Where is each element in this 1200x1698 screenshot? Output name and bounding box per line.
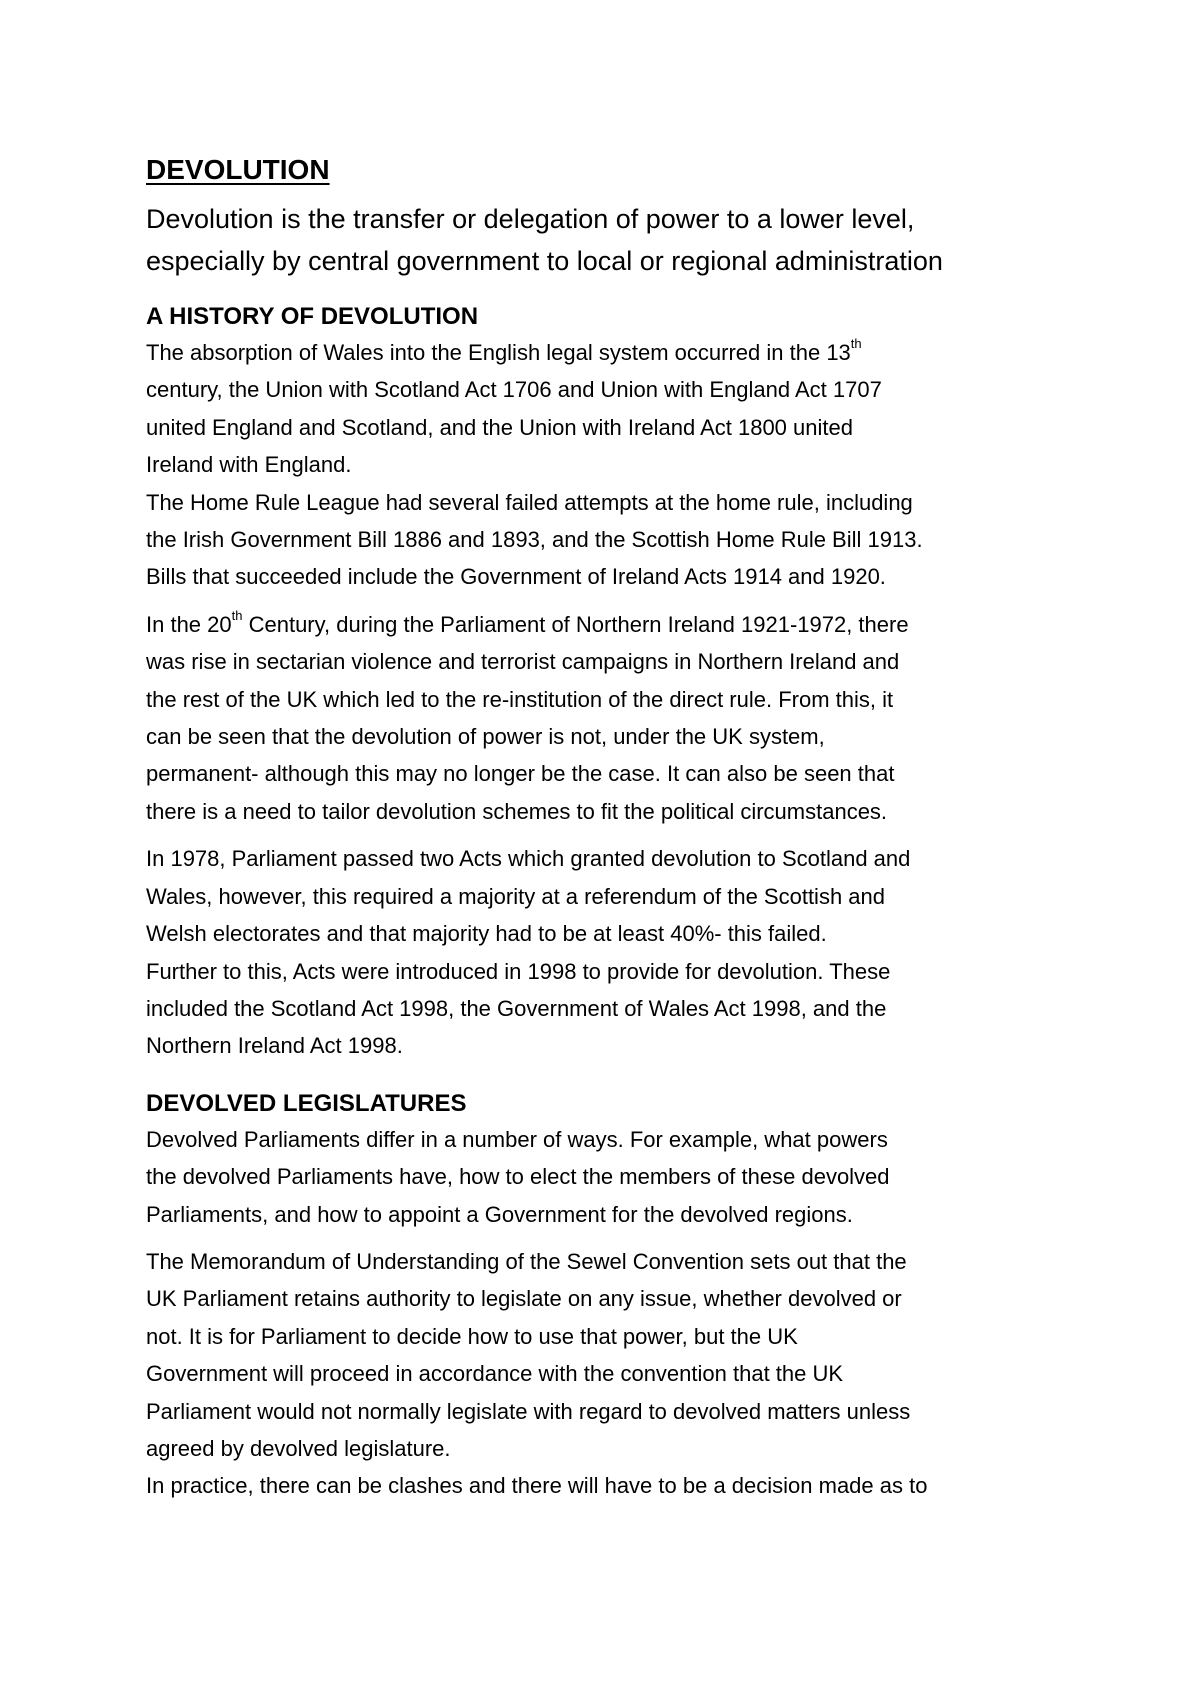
section-legislatures-body	[146, 1121, 1106, 1505]
text-line: Ireland with England.	[146, 452, 352, 478]
text-line: Wales, however, this required a majority at a referendum of the Scottish and	[146, 883, 885, 909]
paragraph	[146, 334, 1106, 596]
text-span: The absorption of Wales into the English legal system occurred in the 13	[146, 340, 851, 365]
text-line: was rise in sectarian violence and terrorist campaigns in Northern Ireland and	[146, 649, 900, 675]
text-line: can be seen that the devolution of power is not, under the UK system,	[146, 724, 825, 750]
text-span: In the 20	[146, 611, 232, 637]
text-line: agreed by devolved legislature.	[146, 1435, 451, 1461]
text-line: In 1978, Parliament passed two Acts which granted devolution to Scotland and	[146, 846, 911, 872]
text-span: Century, during the Parliament of Northern Ireland 1921-1972, there	[242, 611, 909, 637]
text-line: united England and Scotland, and the Union with Ireland Act 1800 united	[146, 414, 853, 440]
text-line: In practice, there can be clashes and there will have to be a decision made as to	[146, 1473, 928, 1499]
text-line: the rest of the UK which led to the re-institution of the direct rule. From this, it	[146, 686, 894, 712]
intro-line: Devolution is the transfer or delegation of power to a lower level,	[146, 204, 915, 234]
superscript: th	[850, 335, 862, 351]
paragraph	[146, 1243, 1106, 1505]
text-line: the devolved Parliaments have, how to elect the members of these devolved	[146, 1164, 890, 1190]
document-page	[146, 152, 1106, 1505]
text-line: Welsh electorates and that majority had to be at least 40%- this failed.	[146, 921, 827, 947]
text-line: the Irish Government Bill 1886 and 1893, and the Scottish Home Rule Bill 1913.	[146, 527, 923, 553]
text-line: Parliaments, and how to appoint a Government for the devolved regions.	[146, 1201, 853, 1227]
text-line: Bills that succeeded include the Government of Ireland Acts 1914 and 1920.	[146, 564, 886, 590]
text-line: Devolved Parliaments differ in a number of ways. For example, what powers	[146, 1126, 888, 1152]
section-heading-legislatures: DEVOLVED LEGISLATURES	[146, 1089, 467, 1117]
text-line: not. It is for Parliament to decide how to use that power, but the UK	[146, 1323, 798, 1349]
text-line: Further to this, Acts were introduced in 1998 to provide for devolution. These	[146, 958, 891, 984]
text-line: there is a need to tailor devolution schemes to fit the political circumstances.	[146, 798, 888, 824]
text-line: The Home Rule League had several failed attempts at the home rule, including	[146, 489, 913, 515]
text-line	[146, 606, 1106, 643]
text-line: The Memorandum of Understanding of the Sewel Convention sets out that the	[146, 1248, 907, 1274]
intro-line: especially by central government to local or regional administration	[146, 246, 943, 276]
paragraph	[146, 1121, 1106, 1233]
text-line: Northern Ireland Act 1998.	[146, 1033, 403, 1059]
text-line	[146, 334, 1106, 371]
paragraph	[146, 606, 1106, 830]
text-line: century, the Union with Scotland Act 1706 and Union with England Act 1707	[146, 377, 882, 403]
paragraph	[146, 840, 1106, 1064]
document-title: DEVOLUTION	[146, 154, 330, 185]
text-line: UK Parliament retains authority to legislate on any issue, whether devolved or	[146, 1286, 902, 1312]
text-line: Government will proceed in accordance with the convention that the UK	[146, 1361, 844, 1387]
text-line: Parliament would not normally legislate with regard to devolved matters unless	[146, 1398, 911, 1424]
text-line: included the Scotland Act 1998, the Government of Wales Act 1998, and the	[146, 995, 887, 1021]
section-history-body	[146, 334, 1106, 1065]
superscript: th	[231, 607, 243, 623]
section-heading-history: A HISTORY OF DEVOLUTION	[146, 303, 479, 330]
text-line: permanent- although this may no longer be the case. It can also be seen that	[146, 761, 895, 787]
intro-definition	[146, 198, 1106, 282]
